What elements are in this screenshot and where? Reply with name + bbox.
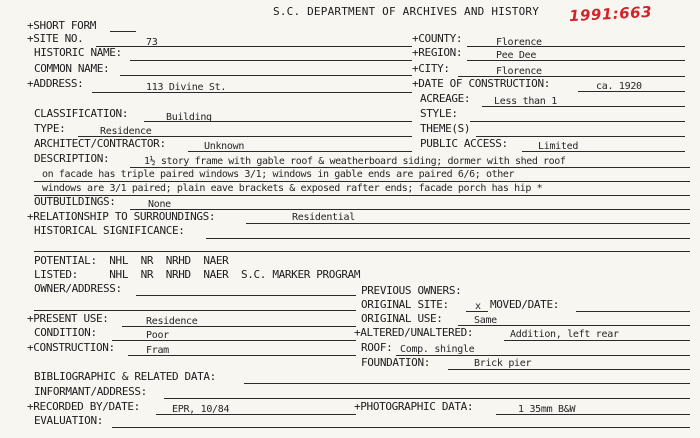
altered-value: Addition, left rear [510, 329, 619, 340]
city-label: +CITY: [412, 62, 450, 75]
altered-label: +ALTERED/UNALTERED: [354, 326, 474, 339]
county-line [467, 46, 685, 47]
short-form-line [110, 31, 136, 32]
owner-address-label: OWNER/ADDRESS: [34, 282, 122, 295]
date-construction-value: ca. 1920 [596, 81, 642, 92]
page-title: S.C. DEPARTMENT OF ARCHIVES AND HISTORY [273, 5, 540, 18]
original-use-value: Same [474, 315, 497, 326]
architect-value: Unknown [204, 141, 245, 152]
condition-label: CONDITION: [34, 326, 97, 339]
region-label: +REGION: [412, 46, 463, 59]
architect-label: ARCHITECT/CONTRACTOR: [34, 137, 166, 150]
region-value: Pee Dee [496, 50, 537, 61]
informant-line [164, 398, 690, 399]
foundation-value: Brick pier [474, 358, 532, 369]
date-construction-label: +DATE OF CONSTRUCTION: [412, 77, 550, 90]
recorded-by-line [156, 414, 356, 415]
type-value: Residence [100, 126, 152, 137]
evaluation-label: EVALUATION: [34, 414, 103, 427]
foundation-line [448, 369, 690, 370]
public-access-label: PUBLIC ACCESS: [420, 137, 508, 150]
common-name-label: COMMON NAME: [34, 62, 110, 75]
recorded-by-label: +RECORDED BY/DATE: [27, 400, 140, 413]
original-use-label: ORIGINAL USE: [361, 312, 443, 325]
roof-line [396, 355, 690, 356]
type-label: TYPE: [34, 122, 66, 135]
original-use-line [458, 325, 690, 326]
description-line-2: on facade has triple paired windows 3/1; windows in gable ends are paired 6/6; other [42, 169, 515, 180]
photographic-label: +PHOTOGRAPHIC DATA: [354, 400, 474, 413]
previous-owners-label: PREVIOUS OWNERS: [361, 284, 462, 297]
present-use-value: Residence [146, 316, 198, 327]
classification-line [144, 121, 412, 122]
city-value: Florence [496, 66, 542, 77]
moved-date-line [576, 311, 690, 312]
potential-label: POTENTIAL: NHL NR NRHD NAER [34, 254, 229, 267]
description-rule-1 [130, 167, 690, 168]
bibliographic-label: BIBLIOGRAPHIC & RELATED DATA: [34, 370, 216, 383]
evaluation-line [112, 427, 690, 428]
historic-name-label: HISTORIC NAME: [34, 46, 122, 59]
original-site-value: x [475, 301, 481, 312]
region-line [467, 60, 685, 61]
common-name-line [120, 75, 412, 76]
photographic-line [496, 414, 690, 415]
outbuildings-value: None [148, 199, 171, 210]
condition-line [112, 340, 356, 341]
present-use-label: +PRESENT USE: [27, 312, 109, 325]
classification-label: CLASSIFICATION: [34, 107, 129, 120]
accession-stamp: 1991:663 [568, 2, 653, 26]
informant-label: INFORMANT/ADDRESS: [34, 385, 147, 398]
description-rule-3 [34, 195, 690, 196]
original-site-label: ORIGINAL SITE: [361, 298, 449, 311]
relationship-label: +RELATIONSHIP TO SURROUNDINGS: [27, 210, 216, 223]
address-line [92, 92, 412, 93]
foundation-label: FOUNDATION: [361, 356, 430, 369]
moved-date-label: MOVED/DATE: [490, 298, 559, 311]
historical-significance-line-2 [34, 251, 690, 252]
present-use-line [122, 326, 356, 327]
description-label: DESCRIPTION: [34, 152, 110, 165]
photographic-value: 1 35mm B&W [518, 404, 576, 415]
listed-label: LISTED: NHL NR NRHD NAER S.C. MARKER PROGRAM [34, 268, 361, 281]
public-access-line [522, 151, 685, 152]
architect-line [188, 151, 412, 152]
bibliographic-line [244, 383, 690, 384]
construction-value: Fram [146, 345, 169, 356]
acreage-value: Less than 1 [494, 96, 557, 107]
site-no-value: 73 [146, 37, 158, 48]
owner-address-line [136, 295, 356, 296]
theme-label: THEME(S) [420, 122, 471, 135]
altered-line [504, 340, 690, 341]
roof-value: Comp. shingle [400, 344, 475, 355]
relationship-line [246, 223, 690, 224]
original-site-line [466, 311, 488, 312]
county-value: Florence [496, 37, 542, 48]
owner-address-line-2 [34, 310, 356, 311]
public-access-value: Limited [538, 141, 579, 152]
description-line-1: 1½ story frame with gable roof & weatherboard siding; dormer with shed roof [144, 156, 566, 167]
classification-value: Building [166, 112, 212, 123]
historical-significance-label: HISTORICAL SIGNIFICANCE: [34, 224, 185, 237]
outbuildings-label: OUTBUILDINGS: [34, 195, 116, 208]
acreage-label: ACREAGE: [420, 92, 471, 105]
acreage-line [482, 106, 685, 107]
site-no-label: +SITE NO. [27, 32, 84, 45]
historic-name-line [130, 60, 412, 61]
style-label: STYLE: [420, 107, 458, 120]
address-value: 113 Divine St. [146, 82, 227, 93]
short-form-label: +SHORT FORM [27, 19, 96, 32]
recorded-by-value: EPR, 10/84 [172, 404, 230, 415]
county-label: +COUNTY: [412, 32, 463, 45]
description-rule-2 [34, 181, 690, 182]
construction-line [128, 355, 356, 356]
style-line [470, 121, 685, 122]
description-line-3: windows are 3/1 paired; plain eave brackets & exposed rafter ends; facade porch has hip * [42, 183, 543, 194]
address-label: +ADDRESS: [27, 77, 84, 90]
roof-label: ROOF: [361, 341, 393, 354]
site-no-line [96, 46, 412, 47]
date-construction-line [578, 91, 685, 92]
relationship-value: Residential [292, 212, 355, 223]
historical-significance-line [206, 238, 690, 239]
construction-label: +CONSTRUCTION: [27, 341, 115, 354]
condition-value: Poor [146, 330, 169, 341]
